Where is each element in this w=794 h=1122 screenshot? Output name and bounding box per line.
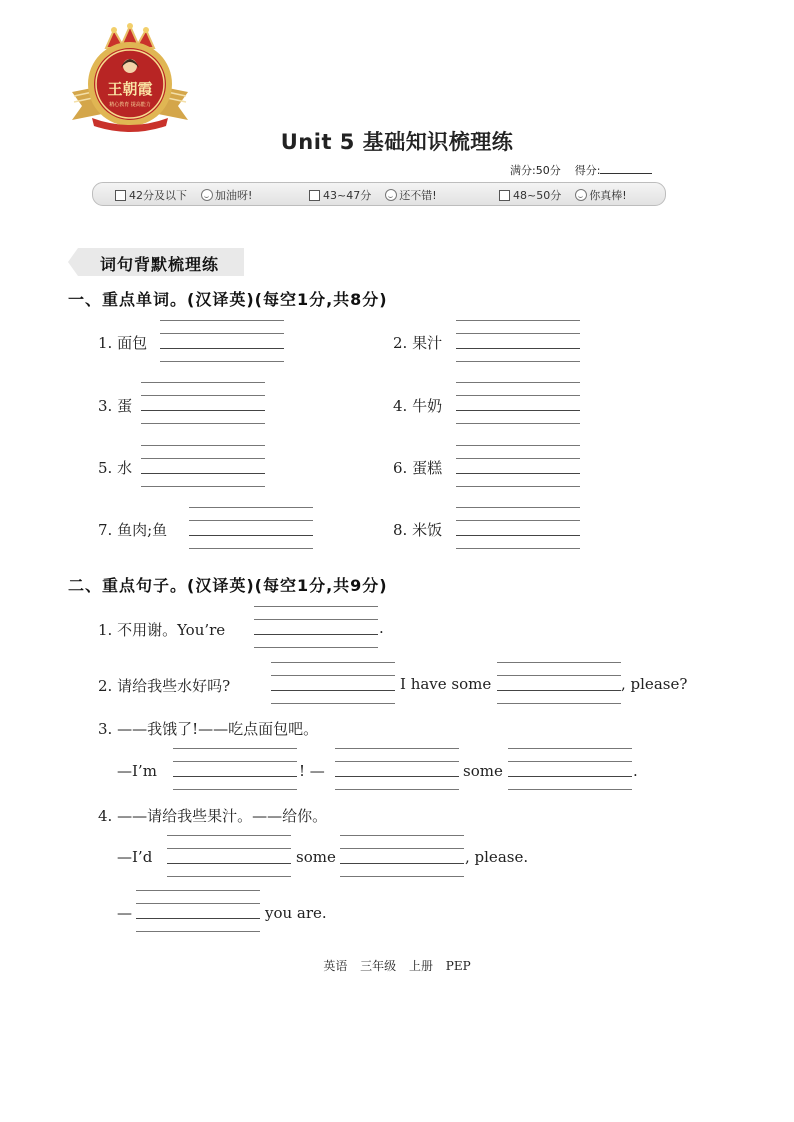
logo-brand-text — [107, 80, 152, 98]
section-tab-label: 词句背默梳理练 — [100, 255, 220, 274]
writing-blank[interactable] — [254, 606, 378, 648]
sentence-mid: some — [463, 762, 503, 780]
writing-blank[interactable] — [456, 382, 580, 424]
writing-blank[interactable] — [456, 445, 580, 487]
sentence-end: . — [633, 762, 638, 780]
writing-blank[interactable] — [508, 748, 632, 790]
writing-blank[interactable] — [456, 320, 580, 362]
word-item: 7. 鱼肉;鱼 — [98, 521, 168, 539]
sentence-end: , please? — [621, 675, 688, 693]
rating-range: 42分及以下 — [129, 189, 187, 202]
checkbox-icon[interactable] — [115, 190, 126, 201]
sentence-q3-label: 3. ——我饿了!——吃点面包吧。 — [98, 720, 319, 738]
sentence-q1-label: 1. 不用谢。You’re — [98, 621, 226, 639]
word-item: 5. 水 — [98, 459, 133, 477]
word-item: 1. 面包 — [98, 334, 148, 352]
part1-heading: 一、重点单词。(汉译英)(每空1分,共8分) — [68, 290, 388, 309]
rating-item — [115, 187, 252, 203]
sentence-end: . — [379, 619, 384, 637]
sentence-end: you are. — [265, 904, 327, 922]
sentence-mid: some — [296, 848, 336, 866]
sentence-start: —I’d — [117, 848, 153, 866]
page-footer: 英语 三年级 上册 PEP — [323, 959, 471, 973]
sentence-q2-label: 2. 请给我些水好吗? — [98, 677, 231, 695]
smile-face-icon — [385, 189, 397, 201]
score-blank[interactable] — [600, 173, 652, 174]
rating-comment: 还不错! — [399, 189, 437, 202]
writing-blank[interactable] — [335, 748, 459, 790]
rating-bar — [92, 182, 666, 206]
writing-blank[interactable] — [340, 835, 464, 877]
word-item: 3. 蛋 — [98, 397, 133, 415]
rating-range: 43~47分 — [323, 189, 372, 202]
sentence-start: —I’m — [117, 762, 157, 780]
writing-blank[interactable] — [167, 835, 291, 877]
writing-blank[interactable] — [160, 320, 284, 362]
writing-blank[interactable] — [497, 662, 621, 704]
writing-blank[interactable] — [271, 662, 395, 704]
rating-item — [499, 187, 627, 203]
word-item: 6. 蛋糕 — [393, 459, 443, 477]
writing-blank[interactable] — [456, 507, 580, 549]
smile-face-icon — [575, 189, 587, 201]
sentence-end: , please. — [465, 848, 529, 866]
part2-heading: 二、重点句子。(汉译英)(每空1分,共9分) — [68, 576, 388, 595]
rating-range: 48~50分 — [513, 189, 562, 202]
writing-blank[interactable] — [189, 507, 313, 549]
rating-comment: 你真棒! — [589, 189, 627, 202]
sentence-mid: I have some — [400, 675, 492, 693]
brand-logo — [70, 22, 190, 134]
word-item: 2. 果汁 — [393, 334, 443, 352]
word-item: 4. 牛奶 — [393, 397, 443, 415]
sentence-mid: ! — — [299, 762, 325, 780]
writing-blank[interactable] — [141, 382, 265, 424]
sentence-q4-label: 4. ——请给我些果汁。——给你。 — [98, 807, 328, 825]
smile-face-icon — [201, 189, 213, 201]
writing-blank[interactable] — [141, 445, 265, 487]
checkbox-icon[interactable] — [499, 190, 510, 201]
logo-tagline: 精心教育 提高能力 — [109, 102, 151, 108]
sentence-start: — — [117, 904, 132, 922]
page-title: Unit 5 基础知识梳理练 — [280, 130, 514, 154]
score-info — [510, 162, 652, 178]
writing-blank[interactable] — [173, 748, 297, 790]
svg-text:王朝霞: 王朝霞 — [107, 80, 153, 98]
writing-blank[interactable] — [136, 890, 260, 932]
full-score-label: 满分:50分 — [510, 164, 561, 177]
word-item: 8. 米饭 — [393, 521, 443, 539]
checkbox-icon[interactable] — [309, 190, 320, 201]
rating-item — [309, 187, 437, 203]
rating-comment: 加油呀! — [215, 189, 253, 202]
got-score-label: 得分: — [574, 164, 601, 177]
